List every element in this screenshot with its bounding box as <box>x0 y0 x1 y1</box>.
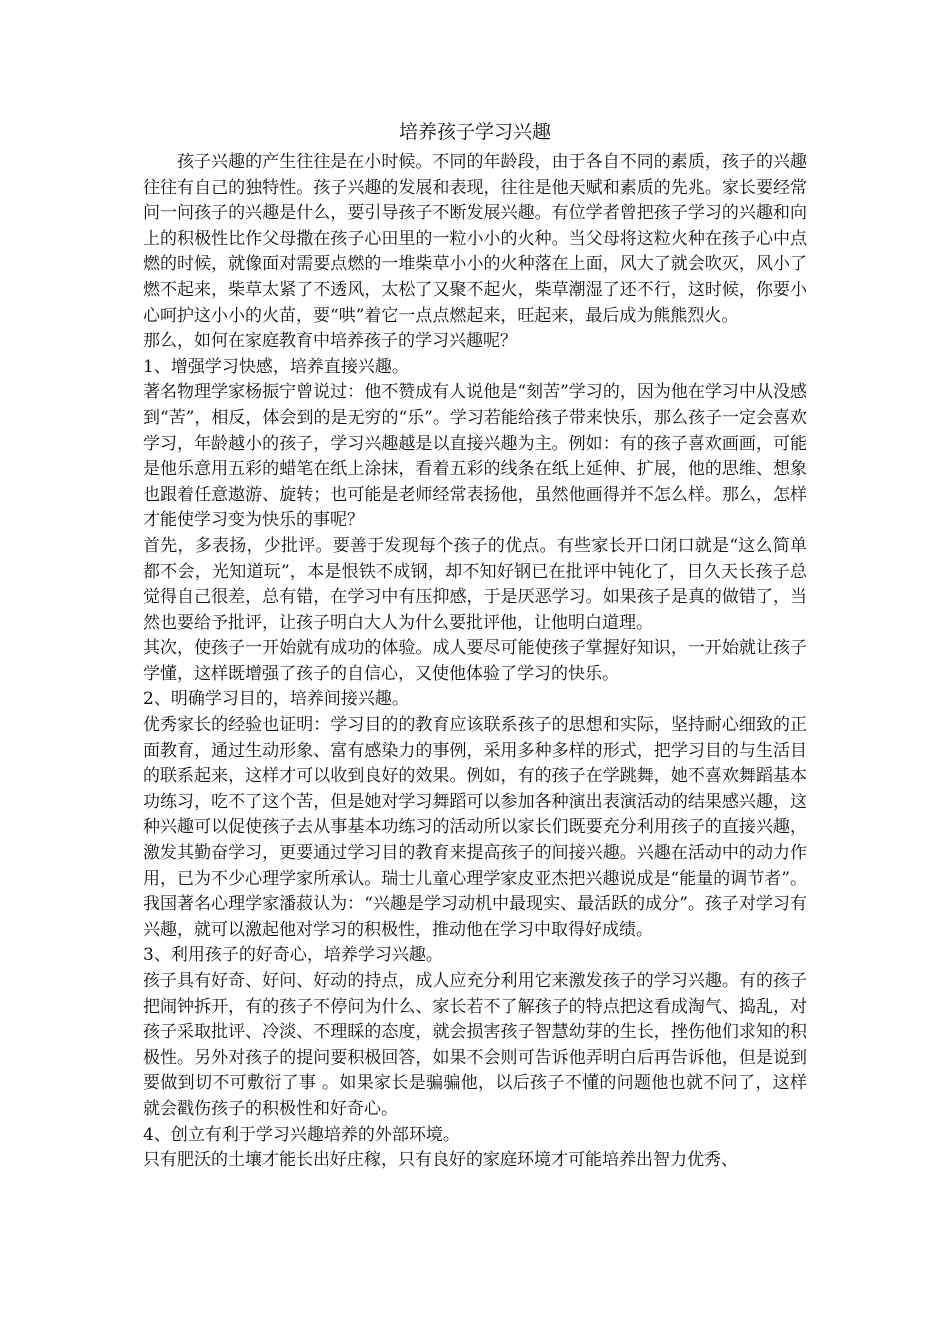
paragraph-curiosity: 孩子具有好奇、好问、好动的持点，成人应充分利用它来激发孩子的学习兴趣。有的孩子把闹钟拆开，有的孩子不停问为什么、家长若不了解孩子的特点把这看成淘气、捣乱，对孩子采取批评、冷淡、不理睬的态度，就会损害孩子智慧幼芽的生长，挫伤他们求知的积极性。另外对孩子的提问要积极回答，如果不会则可告诉他弄明白后再告诉他，但是说到要做到切不可敷衍了事 。如果家长是骗骗他，以后孩子不懂的问题他也就不问了，这样就会戳伤孩子的积极性和好奇心。 <box>143 971 807 1119</box>
section-heading-3: 3、利用孩子的好奇心，培养学习兴趣。 <box>143 945 443 966</box>
section-heading-1: 1、增强学习快感，培养直接兴趣。 <box>143 356 409 377</box>
document-page <box>143 118 807 1174</box>
paragraph-environment: 只有肥沃的土壤才能长出好庄稼，只有良好的家庭环境才可能培养出智力优秀、 <box>143 1150 738 1171</box>
document-title: 培养孩子学习兴趣 <box>398 121 551 143</box>
section-heading-4: 4、创立有利于学习兴趣培养的外部环境。 <box>143 1124 460 1145</box>
paragraph-question: 那么，如何在家庭教育中培养孩子的学习兴趣呢？ <box>143 331 517 352</box>
paragraph-yang-zhenning: 著名物理学家杨振宁曾说过：他不赞成有人说他是“刻苦”学习的，因为他在学习中从没感到“苦”，相反，体会到的是无穷的“乐”。学习若能给孩子带来快乐，那么孩子一定会喜欢学习，年龄越小的孩子，学习兴趣越是以直接兴趣为主。例如：有的孩子喜欢画画，可能是他乐意用五彩的蜡笔在纸上涂抹，看着五彩的线条在纸上延伸、扩展，他的思维、想象也跟着任意遨游、旋转；也可能是老师经常表扬他，虽然他画得并不怎么样。那么，怎样才能使学习变为快乐的事呢？ <box>143 382 807 531</box>
paragraph-first-praise: 首先，多表扬，少批评。要善于发现每个孩子的优点。有些家长开口闭口就是“这么简单都不会，光知道玩”，本是恨铁不成钢，却不知好钢已在批评中钝化了，日久天长孩子总觉得自己很差，总有错，在学习中有压抑感，于是厌恶学习。如果孩子是真的做错了，当然也要给予批评，让孩子明白大人为什么要批评他，让他明白道理。 <box>143 535 807 633</box>
paragraph-second-success: 其次，使孩子一开始就有成功的体验。成人要尽可能使孩子掌握好知识，一开始就让孩子学懂，这样既增强了孩子的自信心，又使他体验了学习的快乐。 <box>143 638 807 684</box>
paragraph-learning-purpose: 优秀家长的经验也证明：学习目的的教育应该联系孩子的思想和实际，坚持耐心细致的正面教育，通过生动形象、富有感染力的事例，采用多种多样的形式，把学习目的与生活目的联系起来，这样才可以收到良好的效果。例如，有的孩子在学跳舞，她不喜欢舞蹈基本功练习，吃不了这个苦，但是她对学习舞蹈可以参加各种演出表演活动的结果感兴趣，这种兴趣可以促使孩子去从事基本功练习的活动所以家长们既要充分利用孩子的直接兴趣，激发其勤奋学习，更要通过学习目的教育来提高孩子的间接兴趣。兴趣在活动中的动力作用，已为不少心理学家所承认。瑞士儿童心理学家皮亚杰把兴趣说成是“能量的调节者”。我国著名心理学家潘菽认为：“兴趣是学习动机中最现实、最活跃的成分”。孩子对学习有兴趣，就可以激起他对学习的积极性，推动他在学习中取得好成绩。 <box>143 715 807 940</box>
section-heading-2: 2、明确学习目的，培养间接兴趣。 <box>143 689 409 710</box>
paragraph-intro: 孩子兴趣的产生往往是在小时候。不同的年龄段，由于各自不同的素质，孩子的兴趣往往有自己的独特性。孩子兴趣的发展和表现，往往是他天赋和素质的先兆。家长要经常问一问孩子的兴趣是什么，要引导孩子不断发展兴趣。有位学者曾把孩子学习的兴趣和向上的积极性比作父母撒在孩子心田里的一粒小小的火种。当父母将这粒火种在孩子心中点燃的时候，就像面对需要点燃的一堆柴草小小的火种落在上面，风大了就会吹灭，风小了燃不起来，柴草太紧了不透风，太松了又聚不起火，柴草潮湿了还不行，这时候，你要小心呵护这小小的火苗，要“哄”着它一点点燃起来，旺起来，最后成为熊熊烈火。 <box>143 152 807 326</box>
